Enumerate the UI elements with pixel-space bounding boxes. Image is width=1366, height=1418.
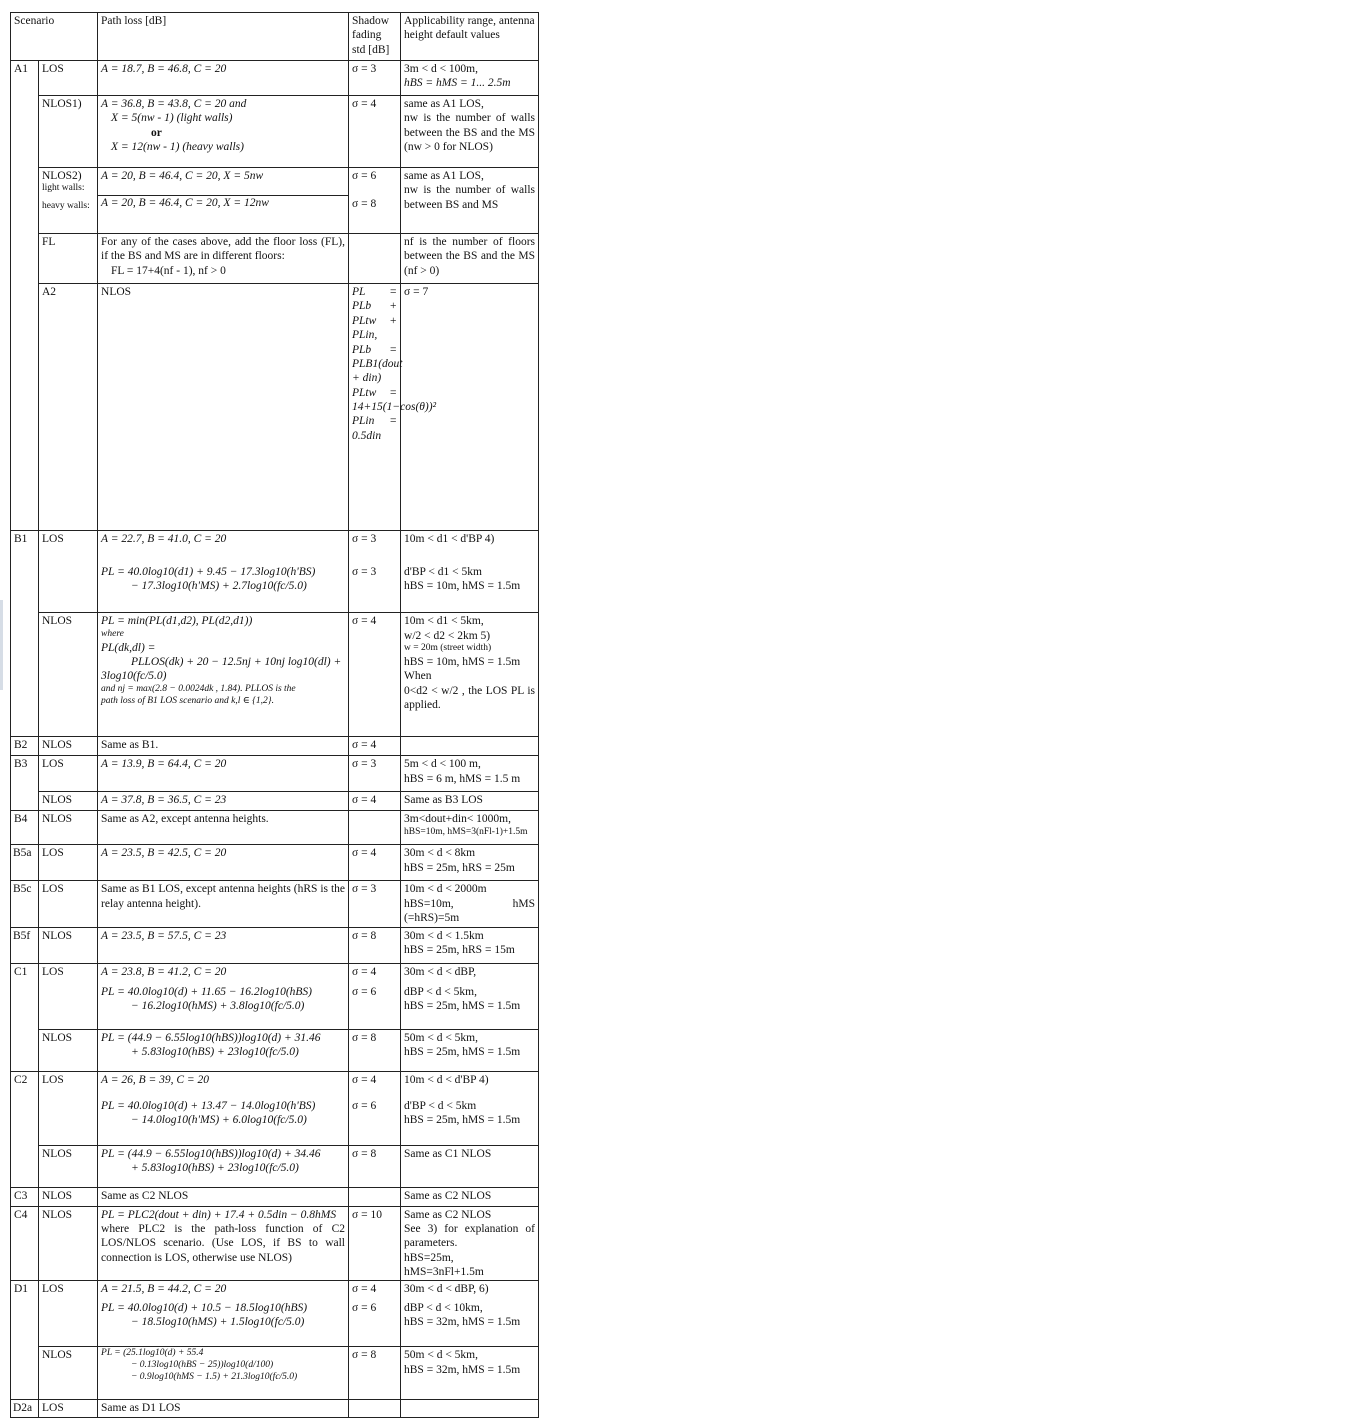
shadow-cell: σ = 8 — [349, 1029, 401, 1071]
scenario-label: B4 — [11, 811, 39, 845]
scenario-label: B5f — [11, 927, 39, 963]
sub-scenario: NLOS — [39, 1206, 98, 1281]
scenario-label: B1 — [11, 531, 39, 737]
formula: − 14.0log10(h'MS) + 6.0log10(fc/5.0) — [131, 1114, 307, 1127]
scenario-label: B5a — [11, 845, 39, 881]
formula: PLtw = 14+15(1−cos(θ))² — [352, 386, 437, 413]
formula: PLLOS(dk) + 20 − 12.5nj + 10nj log10(dl) + — [131, 656, 342, 668]
applicability-cell — [401, 881, 539, 927]
shadow-cell: σ = 4 — [349, 792, 401, 811]
applicability-cell — [401, 1029, 539, 1071]
applicability-cell: Same as C2 NLOS — [401, 1187, 539, 1206]
formula: X = 12(nw - 1) (heavy walls) — [111, 141, 244, 154]
shadow-cell — [349, 1400, 401, 1417]
range: 50m < d < 5km, — [404, 1031, 479, 1044]
sub-scenario: NLOS — [39, 1145, 98, 1187]
range: same as A1 LOS, — [404, 98, 484, 110]
shadow-cell — [349, 963, 401, 1029]
range: hBS = 25m, hRS = 25m — [404, 861, 515, 874]
row-c2-nlos — [11, 1145, 539, 1187]
scenario-label: D1 — [11, 1281, 39, 1400]
scenario-label: B3 — [11, 756, 39, 811]
formula: − 18.5log10(hMS) + 1.5log10(fc/5.0) — [131, 1316, 305, 1329]
sub-scenario — [39, 168, 98, 234]
range: 3m<dout+din< 1000m, — [404, 813, 512, 826]
formula: 3log10(fc/5.0) — [101, 670, 167, 683]
applicability-cell — [401, 963, 539, 1029]
row-b4 — [11, 811, 539, 845]
sub-scenario: NLOS — [39, 927, 98, 963]
row-b1-nlos — [11, 613, 539, 737]
range: 3m < d < 100m, — [404, 63, 479, 75]
range: hBS=25m, hMS=3nFl+1.5m — [404, 1251, 484, 1278]
range: 30m < d < dBP, 6) — [404, 1283, 489, 1296]
formula: + 5.83log10(hBS) + 23log10(fc/5.0) — [131, 1045, 299, 1058]
formula: PL = PLC2(dout + din) + 17.4 + 0.5din − 0.8hMS — [101, 1208, 337, 1221]
applicability-cell — [401, 168, 539, 234]
path-loss-cell: A = 23.5, B = 42.5, C = 20 — [98, 845, 349, 881]
range: 50m < d < 5km, — [404, 1349, 479, 1362]
sub-scenario: NLOS — [39, 613, 98, 737]
formula: FL = 17+4(nf - 1), nf > 0 — [111, 264, 226, 277]
path-loss-cell — [98, 1206, 349, 1281]
row-a1-los — [11, 61, 539, 96]
range: d'BP < d < 5km — [404, 1099, 477, 1112]
row-c4 — [11, 1206, 539, 1281]
shadow-cell: σ = 4 — [349, 737, 401, 756]
header-row — [11, 13, 539, 61]
range: 30m < d < dBP, — [404, 965, 477, 978]
formula: A = 21.5, B = 44.2, C = 20 — [101, 1283, 227, 1296]
formula: A = 23.8, B = 41.2, C = 20 — [101, 965, 227, 978]
scenario-label: A1 — [11, 61, 39, 531]
scrollbar-fragment — [0, 600, 3, 690]
range: 5m < d < 100 m, — [404, 758, 481, 771]
range: hBS = 32m, hMS = 1.5m — [404, 1363, 521, 1376]
row-b5f — [11, 927, 539, 963]
formula: X = 5(nw - 1) (light walls) — [111, 112, 233, 125]
applicability-cell — [401, 737, 539, 756]
sub-scenario: NLOS — [39, 737, 98, 756]
path-loss-cell: Same as B1. — [98, 737, 349, 756]
row-b2 — [11, 737, 539, 756]
scenario-label: B2 — [11, 737, 39, 756]
row-a2 — [11, 284, 539, 531]
scenario-label: C2 — [11, 1071, 39, 1187]
shadow-value: σ = 6 — [352, 1099, 377, 1112]
row-a1-nlos1 — [11, 96, 539, 168]
formula: path loss of B1 LOS scenario and k,l ∈ {1,2}. — [101, 695, 274, 706]
range: nf is the number of floors between the BS and the MS (nf > 0) — [404, 236, 536, 277]
shadow-cell — [349, 811, 401, 845]
applicability-cell — [401, 1071, 539, 1145]
scenario-label: C4 — [11, 1206, 39, 1281]
shadow-cell: σ = 8 — [349, 927, 401, 963]
range: 10m < d1 < 5km, — [404, 615, 484, 628]
shadow-cell — [349, 1187, 401, 1206]
shadow-cell — [349, 168, 401, 234]
range: w = 20m (street width) — [404, 643, 492, 654]
sub-scenario: NLOS — [39, 1029, 98, 1071]
sub-scenario: NLOS — [39, 792, 98, 811]
header-shadow-fading: Shadow fading std [dB] — [349, 13, 401, 61]
sub-scenario: LOS — [39, 1281, 98, 1347]
range: hBS = 6 m, hMS = 1.5 m — [404, 772, 521, 785]
path-loss-cell: Same as C2 NLOS — [98, 1187, 349, 1206]
row-a1-fl — [11, 234, 539, 284]
formula-heavy: A = 20, B = 46.4, C = 20, X = 12nw — [101, 197, 269, 210]
range: w/2 < d2 < 2km 5) — [404, 629, 491, 642]
scenario-label: C3 — [11, 1187, 39, 1206]
shadow-cell — [349, 1071, 401, 1145]
range: 0<d2 < w/2 , the LOS PL is applied. — [404, 684, 536, 712]
row-b3-los — [11, 756, 539, 792]
shadow-value: σ = 4 — [352, 965, 377, 978]
formula: PL(dk,dl) = — [101, 641, 156, 654]
shadow-value: σ = 3 — [352, 565, 377, 578]
path-loss-cell: A = 23.5, B = 57.5, C = 23 — [98, 927, 349, 963]
shadow-cell: σ = 7 — [401, 284, 539, 531]
shadow-cell: σ = 4 — [349, 845, 401, 881]
range: hBS=10m, hMS=3(nFl-1)+1.5m — [404, 826, 528, 837]
range: nw is the number of walls between the BS and the MS (nw > 0 for NLOS) — [404, 112, 536, 154]
row-c1-nlos — [11, 1029, 539, 1071]
row-b5a — [11, 845, 539, 881]
path-loss-cell — [98, 61, 349, 96]
sub-scenario: NLOS — [98, 284, 349, 531]
sub-label: NLOS2) — [42, 170, 82, 182]
formula: PL = 40.0log10(d) + 13.47 − 14.0log10(h'BS) — [101, 1099, 316, 1112]
light-walls-label: light walls: — [42, 183, 85, 194]
path-loss-cell — [98, 234, 349, 284]
row-b1-los — [11, 531, 539, 613]
row-a1-nlos2 — [11, 168, 539, 234]
formula: and nj = max(2.8 − 0.0024dk , 1.84). PLLOS is the — [101, 683, 296, 694]
applicability-cell — [401, 234, 539, 284]
range: Same as C2 NLOS — [404, 1208, 492, 1221]
sub-scenario: NLOS — [39, 811, 98, 845]
range: hBS = 25m, hMS = 1.5m — [404, 1114, 521, 1127]
path-loss-cell — [98, 1029, 349, 1071]
header-applicability: Applicability range, antenna height default values — [401, 13, 539, 61]
applicability-cell — [401, 756, 539, 792]
header-scenario: Scenario — [11, 13, 98, 61]
scenario-label: A2 — [39, 284, 98, 531]
shadow-cell: σ = 3 — [349, 881, 401, 927]
shadow-cell: σ = 8 — [349, 1347, 401, 1400]
shadow-cell — [349, 234, 401, 284]
range: dBP < d < 5km, — [404, 985, 477, 998]
shadow-light: σ = 6 — [352, 170, 377, 182]
path-loss-cell — [98, 168, 349, 234]
formula: For any of the cases above, add the floor loss (FL), if the BS and MS are in different floors: — [101, 236, 346, 263]
sub-scenario: NLOS — [39, 1347, 98, 1400]
path-loss-table — [10, 12, 539, 1418]
sub-scenario: NLOS — [39, 1187, 98, 1206]
row-b3-nlos — [11, 792, 539, 811]
formula: PLin = 0.5din — [352, 415, 398, 442]
range: hBS = hMS = 1... 2.5m — [404, 77, 511, 90]
formula: A = 22.7, B = 41.0, C = 20 — [101, 533, 227, 546]
shadow-value: σ = 4 — [352, 1073, 377, 1086]
shadow-value: σ = 4 — [352, 1283, 377, 1296]
path-loss-cell: A = 13.9, B = 64.4, C = 20 — [98, 756, 349, 792]
sub-scenario: LOS — [39, 881, 98, 927]
applicability-cell — [401, 845, 539, 881]
applicability-cell — [401, 1206, 539, 1281]
applicability-cell — [401, 1281, 539, 1347]
formula: − 17.3log10(h'MS) + 2.7log10(fc/5.0) — [131, 580, 307, 593]
applicability-cell — [401, 96, 539, 168]
sub-scenario: LOS — [39, 531, 98, 613]
path-loss-cell: Same as A2, except antenna heights. — [98, 811, 349, 845]
applicability-cell — [401, 613, 539, 737]
range: dBP < d < 10km, — [404, 1301, 483, 1314]
range: hBS=10m, hMS (=hRS)=5m — [404, 897, 536, 925]
path-loss-cell — [98, 96, 349, 168]
path-loss-cell — [98, 1347, 349, 1400]
path-loss-cell — [98, 963, 349, 1029]
formula: − 0.9log10(hMS − 1.5) + 21.3log10(fc/5.0) — [131, 1372, 298, 1383]
shadow-value: σ = 3 — [352, 533, 377, 546]
shadow-cell: σ = 4 — [349, 96, 401, 168]
applicability-cell: Same as C1 NLOS — [401, 1145, 539, 1187]
formula: A = 18.7, B = 46.8, C = 20 — [101, 63, 227, 75]
sub-scenario: NLOS1) — [39, 96, 98, 168]
formula: PL = 40.0log10(d) + 11.65 − 16.2log10(hBS) — [101, 985, 313, 998]
scenario-label: C1 — [11, 963, 39, 1071]
formula: A = 26, B = 39, C = 20 — [101, 1073, 210, 1086]
range: 10m < d < 2000m — [404, 883, 487, 896]
applicability-cell — [401, 531, 539, 613]
applicability-cell: Same as B3 LOS — [401, 792, 539, 811]
path-loss-cell — [98, 1281, 349, 1347]
shadow-heavy: σ = 8 — [352, 198, 377, 211]
row-c1-los — [11, 963, 539, 1029]
sub-scenario: LOS — [39, 61, 98, 96]
formula: where — [101, 628, 124, 639]
shadow-cell — [349, 1281, 401, 1347]
applicability-cell — [401, 61, 539, 96]
range: 10m < d < d'BP 4) — [404, 1073, 489, 1086]
formula: PL = (44.9 − 6.55log10(hBS))log10(d) + 31.46 — [101, 1031, 321, 1044]
range: nw is the number of walls between BS and MS — [404, 184, 536, 211]
formula: PL = 40.0log10(d1) + 9.45 − 17.3log10(h'BS) — [101, 565, 316, 578]
formula: − 16.2log10(hMS) + 3.8log10(fc/5.0) — [131, 1000, 305, 1013]
range: hBS = 25m, hMS = 1.5m — [404, 1045, 521, 1058]
scenario-label: D2a — [11, 1400, 39, 1417]
shadow-cell: σ = 3 — [349, 756, 401, 792]
range: hBS = 10m, hMS = 1.5m — [404, 656, 521, 668]
applicability-cell — [401, 927, 539, 963]
formula-light: A = 20, B = 46.4, C = 20, X = 5nw — [101, 170, 264, 182]
formula: PL = 40.0log10(d) + 10.5 − 18.5log10(hBS) — [101, 1301, 308, 1314]
row-d1-nlos — [11, 1347, 539, 1400]
shadow-cell: σ = 4 — [349, 613, 401, 737]
sub-scenario: LOS — [39, 756, 98, 792]
range: 30m < d < 1.5km — [404, 929, 484, 942]
formula: − 0.13log10(hBS − 25))log10(d/100) — [131, 1360, 274, 1371]
applicability-cell — [401, 811, 539, 845]
path-loss-cell — [98, 1145, 349, 1187]
sub-scenario: LOS — [39, 963, 98, 1029]
formula: PL = (44.9 − 6.55log10(hBS))log10(d) + 34.46 — [101, 1147, 321, 1160]
range: 30m < d < 8km — [404, 847, 476, 860]
row-d1-los — [11, 1281, 539, 1347]
formula: A = 36.8, B = 43.8, C = 20 and — [101, 98, 247, 110]
path-loss-cell — [98, 613, 349, 737]
path-loss-cell — [98, 1071, 349, 1145]
shadow-value: σ = 6 — [352, 1301, 377, 1314]
header-path-loss: Path loss [dB] — [98, 13, 349, 61]
heavy-walls-label: heavy walls: — [42, 201, 90, 212]
range: hBS = 25m, hMS = 1.5m — [404, 1000, 521, 1013]
range: same as A1 LOS, — [404, 170, 484, 182]
path-loss-cell: Same as D1 LOS — [98, 1400, 349, 1417]
row-d2a — [11, 1400, 539, 1417]
range: hBS = 25m, hRS = 15m — [404, 943, 515, 956]
shadow-cell: σ = 8 — [349, 1145, 401, 1187]
row-c3 — [11, 1187, 539, 1206]
formula-note: where PLC2 is the path-loss function of C2 LOS/NLOS scenario. (Use LOS, if BS to wall connection is LOS, otherwise use NLOS) — [101, 1222, 346, 1264]
path-loss-cell: Same as B1 LOS, except antenna heights (hRS is the relay antenna height). — [98, 881, 349, 927]
formula: PLb = PLB1(dout + din) — [352, 343, 403, 385]
range: hBS = 10m, hMS = 1.5m — [404, 580, 521, 593]
path-loss-cell: A = 37.8, B = 36.5, C = 23 — [98, 792, 349, 811]
range: 10m < d1 < d'BP 4) — [404, 533, 495, 546]
applicability-cell — [401, 1347, 539, 1400]
range: See 3) for explanation of parameters. — [404, 1222, 536, 1250]
path-loss-cell — [98, 531, 349, 613]
shadow-cell: σ = 3 — [349, 61, 401, 96]
shadow-cell: σ = 10 — [349, 1206, 401, 1281]
sub-scenario: LOS — [39, 845, 98, 881]
range: hBS = 32m, hMS = 1.5m — [404, 1316, 521, 1329]
shadow-cell — [349, 531, 401, 613]
row-c2-los — [11, 1071, 539, 1145]
formula-or: or — [151, 126, 162, 139]
range: d'BP < d1 < 5km — [404, 565, 482, 578]
sub-scenario: LOS — [39, 1071, 98, 1145]
applicability-cell — [401, 1400, 539, 1417]
shadow-value: σ = 6 — [352, 985, 377, 998]
row-b5c — [11, 881, 539, 927]
formula: PL = (25.1log10(d) + 55.4 — [101, 1348, 204, 1359]
formula: PL = min(PL(d1,d2), PL(d2,d1)) — [101, 615, 253, 628]
sub-scenario: FL — [39, 234, 98, 284]
sub-scenario: LOS — [39, 1400, 98, 1417]
formula: + 5.83log10(hBS) + 23log10(fc/5.0) — [131, 1161, 299, 1174]
formula: PL = PLb + PLtw + PLin, — [352, 286, 398, 342]
scenario-label: B5c — [11, 881, 39, 927]
range: When — [404, 670, 432, 683]
